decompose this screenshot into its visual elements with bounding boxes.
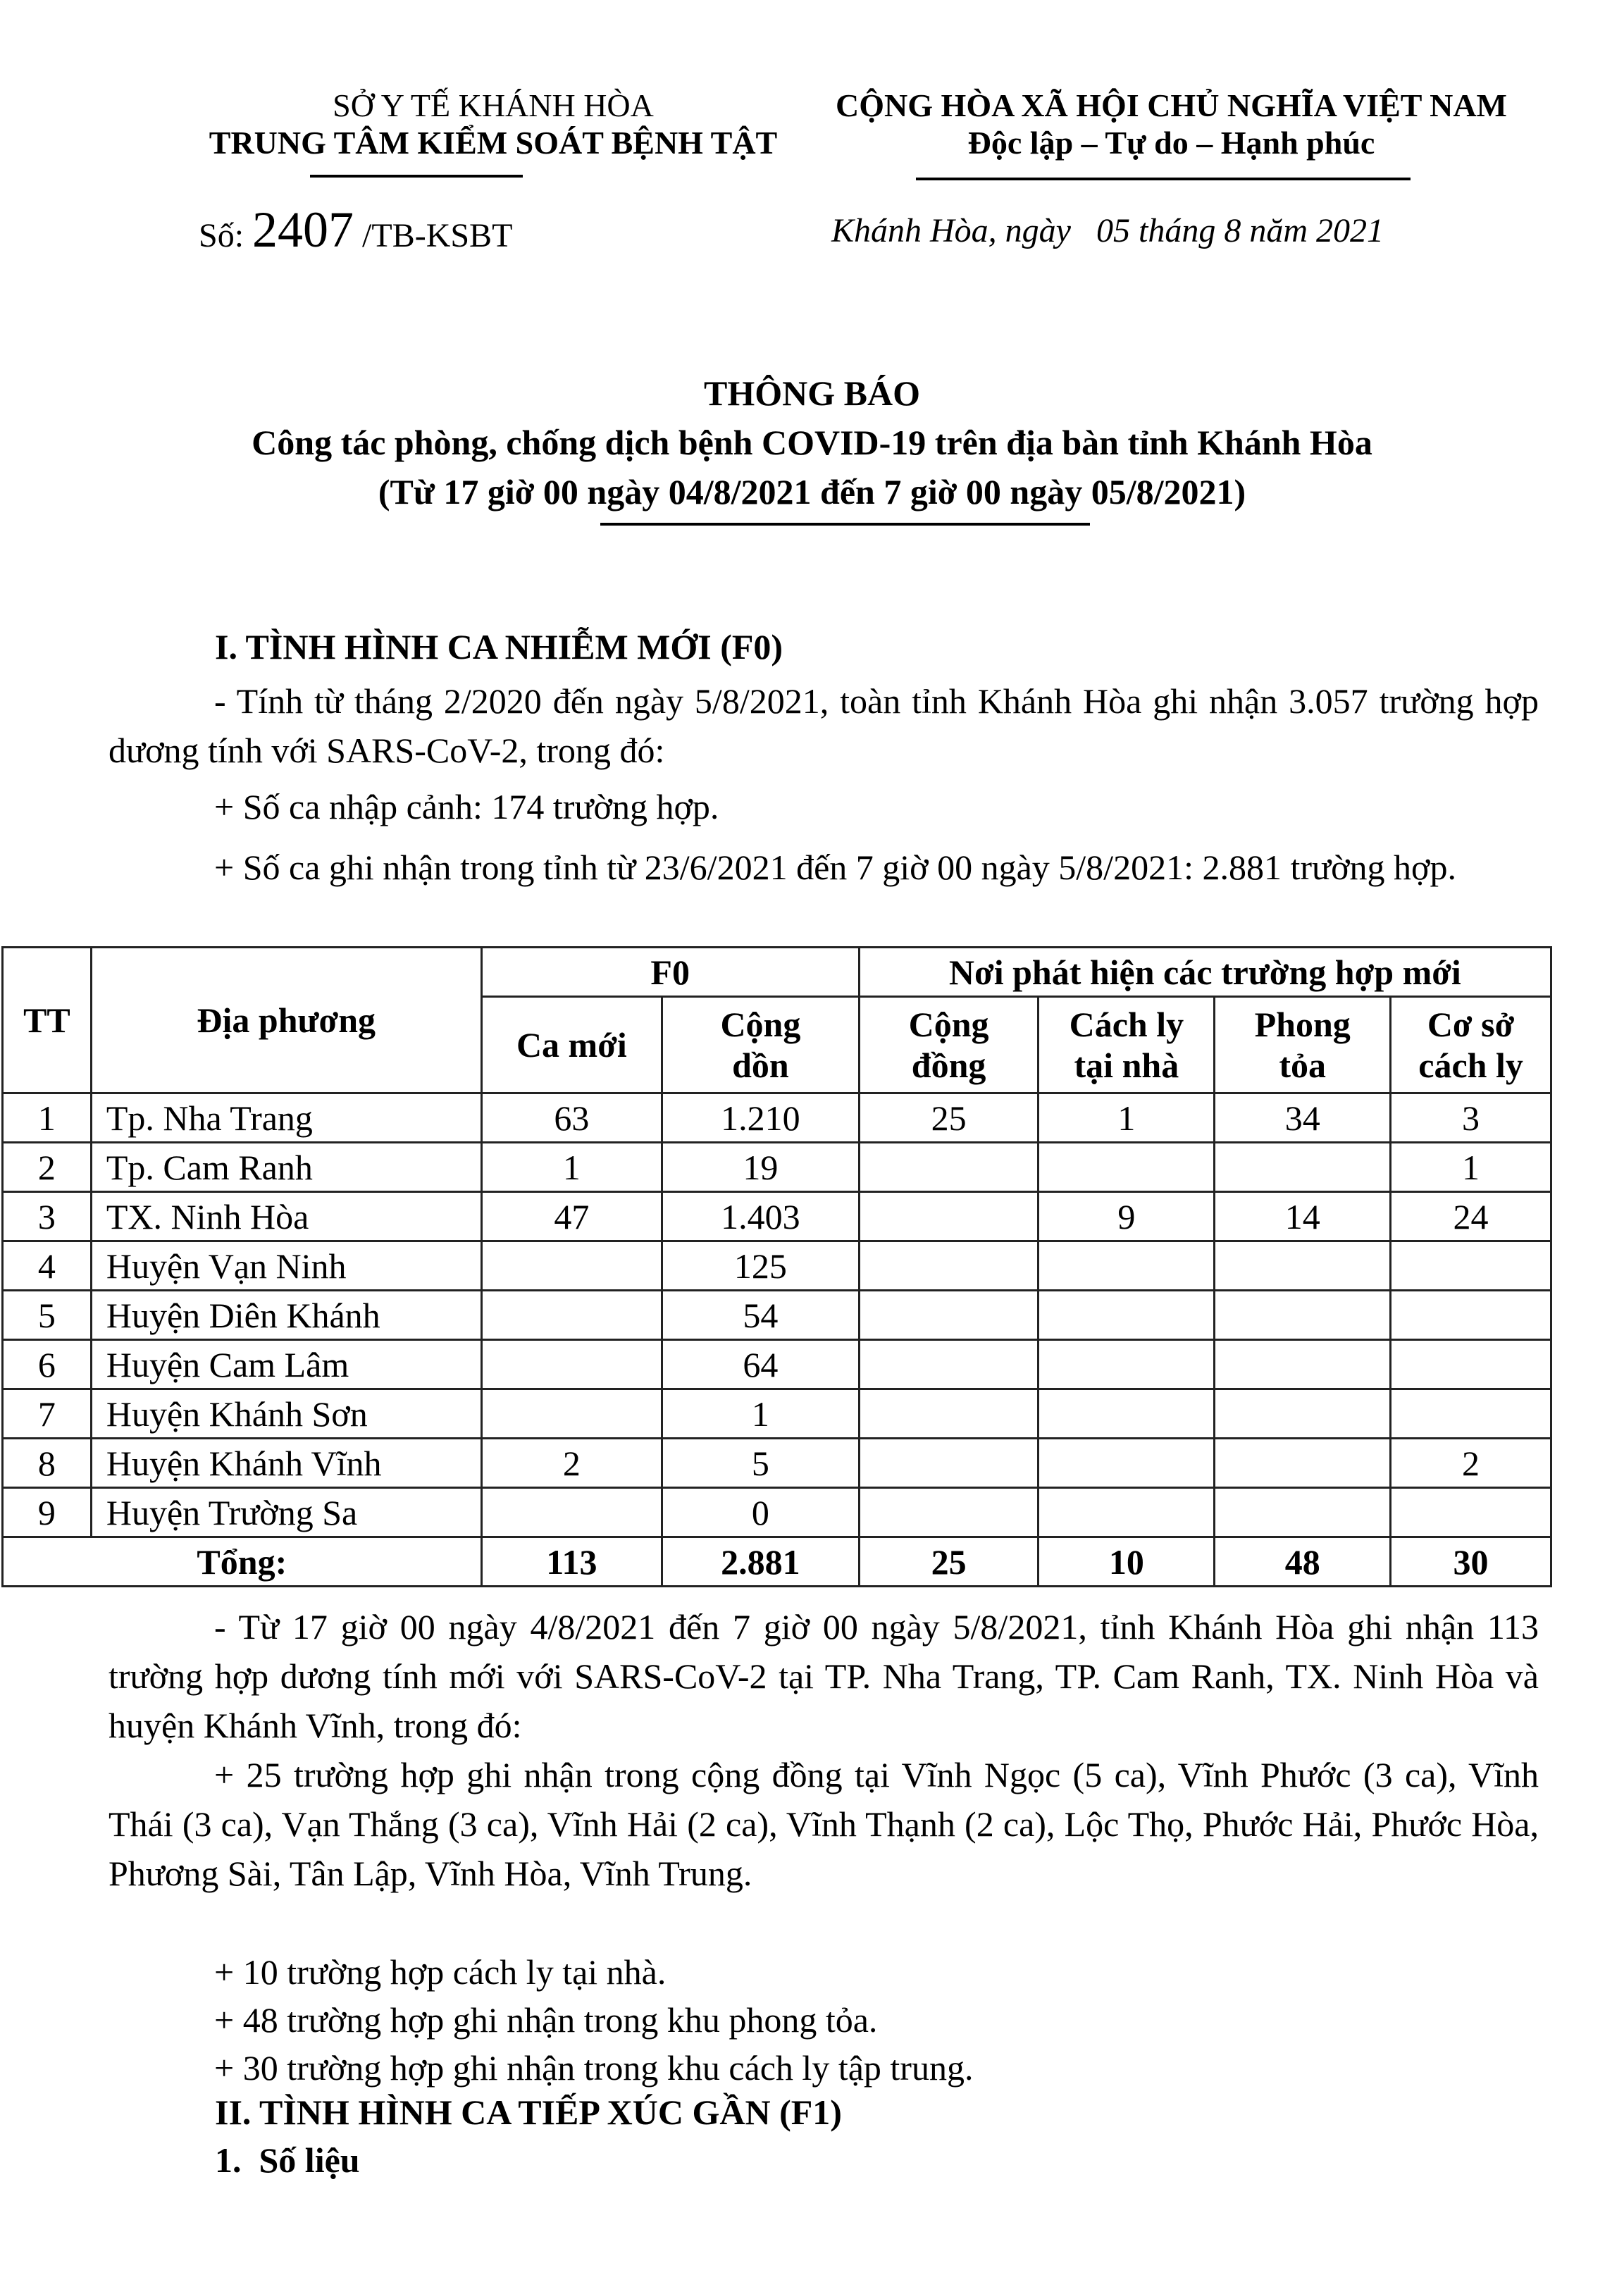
cell-name: TX. Ninh Hòa: [91, 1192, 481, 1241]
date-value: 05 tháng 8 năm 2021: [1096, 212, 1384, 249]
cell-lockdown: 34: [1215, 1093, 1391, 1143]
table-row: [3, 1143, 1551, 1192]
header-new-cases: Ca mới: [481, 997, 662, 1093]
cell-lockdown: [1215, 1241, 1391, 1291]
section2-sub1: 1. Số liệu: [215, 2140, 360, 2180]
doc-number-suffix: /TB-KSBT: [362, 217, 513, 254]
cell-home: [1039, 1488, 1215, 1537]
cell-cum: 64: [662, 1340, 860, 1389]
total-community: 25: [859, 1537, 1039, 1587]
cell-tt: 3: [3, 1192, 92, 1241]
cell-facility: [1391, 1389, 1551, 1439]
cell-home: 1: [1039, 1093, 1215, 1143]
cell-cum: 125: [662, 1241, 860, 1291]
doc-number-prefix: Số:: [199, 217, 244, 254]
cell-lockdown: [1215, 1389, 1391, 1439]
cell-new: 1: [481, 1143, 662, 1192]
cell-home: [1039, 1340, 1215, 1389]
cell-new: [481, 1241, 662, 1291]
table-row: [3, 1241, 1551, 1291]
cell-name: Huyện Trường Sa: [91, 1488, 481, 1537]
header-cumulative: [662, 997, 860, 1093]
cell-facility: 3: [1391, 1093, 1551, 1143]
doc-number: [199, 201, 513, 261]
header-lockdown: [1215, 997, 1391, 1093]
cell-name: Huyện Diên Khánh: [91, 1291, 481, 1340]
cell-lockdown: 14: [1215, 1192, 1391, 1241]
cell-home: [1039, 1439, 1215, 1488]
cell-facility: 2: [1391, 1439, 1551, 1488]
cell-new: [481, 1340, 662, 1389]
cell-facility: [1391, 1241, 1551, 1291]
cell-home: [1039, 1241, 1215, 1291]
cell-community: 25: [859, 1093, 1039, 1143]
cell-community: [859, 1241, 1039, 1291]
cell-name: Huyện Cam Lâm: [91, 1340, 481, 1389]
agency-parent: SỞ Y TẾ KHÁNH HÒA: [333, 87, 654, 123]
table-row: [3, 1192, 1551, 1241]
section1-after-paragraph-2: + 25 trường hợp ghi nhận trong cộng đồng tại Vĩnh Ngọc (5 ca), Vĩnh Phước (3 ca), Vĩnh Thái (3 ca), Vạn Thắng (3 ca), Vĩnh Hải (2 ca), Vĩnh Thạnh (2 ca), Lộc Thọ, Phước Hải, Phước Hòa, Phương Sài, Tân Lập, Vĩnh Hòa, Vĩnh Trung.: [109, 1755, 1539, 1893]
cell-tt: 1: [3, 1093, 92, 1143]
cell-new: 63: [481, 1093, 662, 1143]
motto-underline: [916, 178, 1411, 180]
doc-title: THÔNG BÁO: [704, 373, 920, 413]
section1-paragraph-1: - Tính từ tháng 2/2020 đến ngày 5/8/2021, toàn tỉnh Khánh Hòa ghi nhận 3.057 trường hợp dương tính với SARS-CoV-2, trong đó:: [109, 681, 1539, 770]
section1-after-paragraph-3: + 10 trường hợp cách ly tại nhà.: [214, 1952, 667, 1992]
table-row: [3, 1439, 1551, 1488]
section1-paragraph-3: + Số ca ghi nhận trong tỉnh từ 23/6/2021 đến 7 giờ 00 ngày 5/8/2021: 2.881 trường hợp.: [214, 848, 1456, 887]
cell-home: [1039, 1389, 1215, 1439]
header-home-isolation: [1039, 997, 1215, 1093]
cell-community: [859, 1291, 1039, 1340]
section1-paragraph-2: + Số ca nhập cảnh: 174 trường hợp.: [214, 787, 719, 826]
national-title: CỘNG HÒA XÃ HỘI CHỦ NGHĨA VIỆT NAM: [836, 87, 1507, 123]
cell-facility: [1391, 1340, 1551, 1389]
total-label: Tổng:: [3, 1537, 482, 1587]
cell-cum: 19: [662, 1143, 860, 1192]
cell-community: [859, 1143, 1039, 1192]
cell-tt: 5: [3, 1291, 92, 1340]
cell-lockdown: [1215, 1340, 1391, 1389]
table-row: [3, 1291, 1551, 1340]
cell-community: [859, 1439, 1039, 1488]
total-lockdown: 48: [1215, 1537, 1391, 1587]
date-place: Khánh Hòa, ngày: [831, 212, 1071, 249]
cell-cum: 5: [662, 1439, 860, 1488]
cell-home: 9: [1039, 1192, 1215, 1241]
cell-tt: 8: [3, 1439, 92, 1488]
total-cumulative: 2.881: [662, 1537, 860, 1587]
section2-heading: II. TÌNH HÌNH CA TIẾP XÚC GẦN (F1): [215, 2092, 842, 2132]
doc-date: [831, 210, 1384, 252]
header-locality: Địa phương: [91, 948, 481, 1093]
cell-name: Tp. Nha Trang: [91, 1093, 481, 1143]
section1-after-paragraph-5: + 30 trường hợp ghi nhận trong khu cách ly tập trung.: [214, 2048, 974, 2088]
cell-new: [481, 1291, 662, 1340]
title-underline: [600, 523, 1090, 526]
section1-after-paragraph-1: - Từ 17 giờ 00 ngày 4/8/2021 đến 7 giờ 00 ngày 5/8/2021, tỉnh Khánh Hòa ghi nhận 113 trường hợp dương tính mới với SARS-CoV-2 tại TP. Nha Trang, TP. Cam Ranh, TX. Ninh Hòa và huyện Khánh Vĩnh, trong đó:: [109, 1607, 1539, 1745]
table-row: [3, 1488, 1551, 1537]
doc-number-value: 2407: [252, 201, 354, 258]
cell-cum: 1: [662, 1389, 860, 1439]
cell-facility: [1391, 1488, 1551, 1537]
header-community: [859, 997, 1039, 1093]
cell-facility: 1: [1391, 1143, 1551, 1192]
total-new: 113: [481, 1537, 662, 1587]
f0-table: [1, 946, 1552, 1587]
cell-name: Huyện Khánh Vĩnh: [91, 1439, 481, 1488]
cell-cum: 54: [662, 1291, 860, 1340]
doc-subtitle: Công tác phòng, chống dịch bệnh COVID-19 trên địa bàn tỉnh Khánh Hòa: [252, 423, 1372, 462]
section1-after-paragraph-4: + 48 trường hợp ghi nhận trong khu phong tỏa.: [214, 2000, 878, 2040]
agency-underline: [310, 175, 523, 178]
cell-cum: 1.403: [662, 1192, 860, 1241]
total-facility: 30: [1391, 1537, 1551, 1587]
cell-home: [1039, 1143, 1215, 1192]
cell-name: Huyện Vạn Ninh: [91, 1241, 481, 1291]
cell-tt: 6: [3, 1340, 92, 1389]
total-home: 10: [1039, 1537, 1215, 1587]
table-row: [3, 1340, 1551, 1389]
cell-tt: 4: [3, 1241, 92, 1291]
header-quarantine: [1391, 997, 1551, 1093]
table-total-row: [3, 1537, 1551, 1587]
table-row: [3, 1389, 1551, 1439]
header-tt: TT: [3, 948, 92, 1093]
doc-period: (Từ 17 giờ 00 ngày 04/8/2021 đến 7 giờ 00 ngày 05/8/2021): [378, 472, 1246, 511]
header-places: Nơi phát hiện các trường hợp mới: [859, 948, 1551, 997]
section1-heading: I. TÌNH HÌNH CA NHIỄM MỚI (F0): [215, 627, 783, 666]
cell-lockdown: [1215, 1291, 1391, 1340]
cell-community: [859, 1389, 1039, 1439]
cell-tt: 2: [3, 1143, 92, 1192]
cell-new: 47: [481, 1192, 662, 1241]
cell-name: Huyện Khánh Sơn: [91, 1389, 481, 1439]
cell-community: [859, 1340, 1039, 1389]
header-cumulative-text: Cộng dồn: [720, 1005, 801, 1085]
table-row: [3, 1093, 1551, 1143]
cell-tt: 7: [3, 1389, 92, 1439]
cell-cum: 1.210: [662, 1093, 860, 1143]
agency-name: TRUNG TÂM KIỂM SOÁT BỆNH TẬT: [209, 125, 778, 161]
cell-home: [1039, 1291, 1215, 1340]
cell-community: [859, 1488, 1039, 1537]
header-f0: F0: [481, 948, 859, 997]
cell-lockdown: [1215, 1143, 1391, 1192]
cell-new: [481, 1389, 662, 1439]
cell-lockdown: [1215, 1488, 1391, 1537]
cell-new: [481, 1488, 662, 1537]
cell-name: Tp. Cam Ranh: [91, 1143, 481, 1192]
cell-facility: 24: [1391, 1192, 1551, 1241]
header-quarantine-text: Cơ sở cách ly: [1418, 1005, 1523, 1085]
header-lockdown-text: Phong tỏa: [1254, 1005, 1351, 1085]
cell-tt: 9: [3, 1488, 92, 1537]
header-home-isolation-text: Cách ly tại nhà: [1069, 1005, 1184, 1085]
cell-new: 2: [481, 1439, 662, 1488]
header-community-text: Cộng đồng: [908, 1005, 989, 1085]
cell-community: [859, 1192, 1039, 1241]
national-motto: Độc lập – Tự do – Hạnh phúc: [967, 125, 1375, 161]
cell-cum: 0: [662, 1488, 860, 1537]
cell-lockdown: [1215, 1439, 1391, 1488]
cell-facility: [1391, 1291, 1551, 1340]
